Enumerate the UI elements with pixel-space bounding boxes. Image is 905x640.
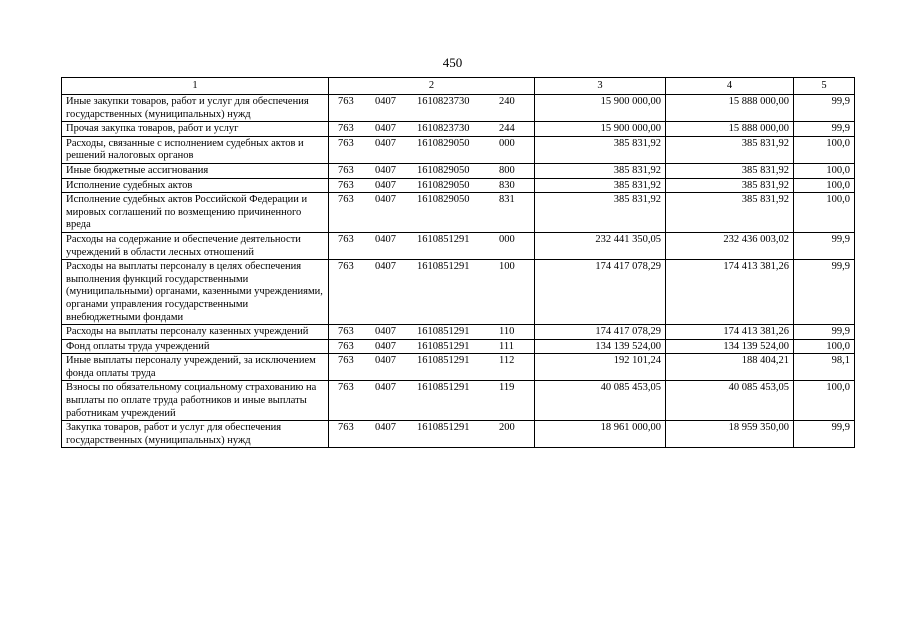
row-fact: 174 413 381,26	[666, 260, 794, 325]
row-name: Расходы, связанные с исполнением судебных актов и решений налоговых органов	[62, 136, 329, 163]
code-ved: 763	[338, 326, 354, 338]
row-plan: 174 417 078,29	[535, 325, 666, 340]
row-plan: 174 417 078,29	[535, 260, 666, 325]
row-percent: 100,0	[794, 178, 855, 193]
table-row	[62, 260, 855, 325]
code-target: 1610851291	[417, 422, 470, 434]
row-codes	[329, 354, 535, 381]
row-codes	[329, 122, 535, 137]
header-col-1: 1	[62, 78, 329, 95]
row-plan: 232 441 350,05	[535, 232, 666, 259]
row-name: Исполнение судебных актов Российской Федерации и мировых соглашений по возмещению причиненного вреда	[62, 193, 329, 233]
row-plan: 15 900 000,00	[535, 95, 666, 122]
header-row	[62, 78, 855, 95]
budget-table	[61, 77, 855, 448]
code-ved: 763	[338, 233, 354, 245]
row-fact: 40 085 453,05	[666, 381, 794, 421]
row-percent: 99,9	[794, 95, 855, 122]
row-fact: 134 139 524,00	[666, 339, 794, 354]
code-section: 0407	[375, 261, 396, 273]
row-name: Закупка товаров, работ и услуг для обеспечения государственных (муниципальных) нужд	[62, 421, 329, 448]
row-codes	[329, 232, 535, 259]
code-expense-type: 000	[499, 233, 515, 245]
table-row	[62, 178, 855, 193]
row-name: Иные бюджетные ассигнования	[62, 163, 329, 178]
code-ved: 763	[338, 96, 354, 107]
code-ved: 763	[338, 137, 354, 149]
row-name: Иные выплаты персоналу учреждений, за исключением фонда оплаты труда	[62, 354, 329, 381]
code-target: 1610851291	[417, 382, 470, 394]
row-codes	[329, 178, 535, 193]
table-row	[62, 381, 855, 421]
row-fact: 18 959 350,00	[666, 421, 794, 448]
row-name: Взносы по обязательному социальному страхованию на выплаты по оплате труда работников и иные выплаты работникам учреждений	[62, 381, 329, 421]
row-name: Расходы на содержание и обеспечение деятельности учреждений в области лесных отношений	[62, 232, 329, 259]
row-percent: 100,0	[794, 193, 855, 233]
code-ved: 763	[338, 382, 354, 394]
row-plan: 15 900 000,00	[535, 122, 666, 137]
row-percent: 100,0	[794, 339, 855, 354]
code-expense-type: 100	[499, 261, 515, 273]
code-target: 1610851291	[417, 340, 470, 352]
row-codes	[329, 381, 535, 421]
row-fact: 385 831,92	[666, 136, 794, 163]
header-col-3: 3	[535, 78, 666, 95]
code-section: 0407	[375, 422, 396, 434]
header-col-5: 5	[794, 78, 855, 95]
code-section: 0407	[375, 137, 396, 149]
row-fact: 385 831,92	[666, 163, 794, 178]
row-plan: 385 831,92	[535, 163, 666, 178]
code-expense-type: 244	[499, 123, 515, 135]
code-target: 1610823730	[417, 96, 470, 107]
table-row	[62, 421, 855, 448]
row-percent: 99,9	[794, 325, 855, 340]
code-expense-type: 110	[499, 326, 515, 338]
code-section: 0407	[375, 326, 396, 338]
table-row	[62, 354, 855, 381]
row-fact: 174 413 381,26	[666, 325, 794, 340]
code-expense-type: 200	[499, 422, 515, 434]
header-col-4: 4	[666, 78, 794, 95]
code-ved: 763	[338, 340, 354, 352]
code-target: 1610829050	[417, 179, 470, 191]
row-plan: 40 085 453,05	[535, 381, 666, 421]
table-row	[62, 193, 855, 233]
row-percent: 99,9	[794, 421, 855, 448]
row-percent: 99,9	[794, 122, 855, 137]
row-percent: 99,9	[794, 260, 855, 325]
row-fact: 15 888 000,00	[666, 122, 794, 137]
row-fact: 385 831,92	[666, 193, 794, 233]
row-percent: 100,0	[794, 163, 855, 178]
code-expense-type: 000	[499, 137, 515, 149]
row-name: Иные закупки товаров, работ и услуг для обеспечения государственных (муниципальных) нужд	[62, 95, 329, 122]
code-target: 1610851291	[417, 355, 470, 367]
table-row	[62, 163, 855, 178]
row-plan: 385 831,92	[535, 193, 666, 233]
code-section: 0407	[375, 179, 396, 191]
table-row	[62, 122, 855, 137]
row-fact: 385 831,92	[666, 178, 794, 193]
row-codes	[329, 421, 535, 448]
row-codes	[329, 163, 535, 178]
row-plan: 192 101,24	[535, 354, 666, 381]
table-row	[62, 325, 855, 340]
row-name: Исполнение судебных актов	[62, 178, 329, 193]
row-codes	[329, 193, 535, 233]
table-row	[62, 136, 855, 163]
row-plan: 385 831,92	[535, 136, 666, 163]
row-fact: 232 436 003,02	[666, 232, 794, 259]
row-name: Фонд оплаты труда учреждений	[62, 339, 329, 354]
row-name: Расходы на выплаты персоналу казенных учреждений	[62, 325, 329, 340]
table-row	[62, 95, 855, 122]
row-percent: 100,0	[794, 136, 855, 163]
code-target: 1610851291	[417, 261, 470, 273]
code-expense-type: 240	[499, 96, 515, 107]
code-target: 1610829050	[417, 194, 470, 206]
code-target: 1610851291	[417, 326, 470, 338]
code-expense-type: 800	[499, 164, 515, 176]
code-section: 0407	[375, 194, 396, 206]
code-ved: 763	[338, 164, 354, 176]
row-fact: 188 404,21	[666, 354, 794, 381]
code-expense-type: 830	[499, 179, 515, 191]
code-target: 1610823730	[417, 123, 470, 135]
row-plan: 385 831,92	[535, 178, 666, 193]
code-section: 0407	[375, 123, 396, 135]
page-number: 450	[442, 55, 463, 70]
code-section: 0407	[375, 382, 396, 394]
row-codes	[329, 260, 535, 325]
code-expense-type: 111	[499, 340, 514, 352]
row-fact: 15 888 000,00	[666, 95, 794, 122]
code-ved: 763	[338, 355, 354, 367]
code-section: 0407	[375, 233, 396, 245]
row-codes	[329, 325, 535, 340]
code-ved: 763	[338, 194, 354, 206]
code-section: 0407	[375, 96, 396, 107]
row-percent: 98,1	[794, 354, 855, 381]
row-codes	[329, 339, 535, 354]
code-ved: 763	[338, 123, 354, 135]
code-ved: 763	[338, 179, 354, 191]
code-target: 1610829050	[417, 137, 470, 149]
code-expense-type: 112	[499, 355, 515, 367]
code-expense-type: 831	[499, 194, 515, 206]
row-plan: 134 139 524,00	[535, 339, 666, 354]
code-ved: 763	[338, 261, 354, 273]
row-percent: 100,0	[794, 381, 855, 421]
table-row	[62, 232, 855, 259]
row-name: Расходы на выплаты персоналу в целях обеспечения выполнения функций государственными (муниципальными) органами, казенными учреждениями, органами управления государственными внебюджетными фондами	[62, 260, 329, 325]
row-codes	[329, 95, 535, 122]
code-section: 0407	[375, 164, 396, 176]
code-target: 1610851291	[417, 233, 470, 245]
header-col-2: 2	[329, 78, 535, 95]
table-row	[62, 339, 855, 354]
code-target: 1610829050	[417, 164, 470, 176]
row-percent: 99,9	[794, 232, 855, 259]
row-name: Прочая закупка товаров, работ и услуг	[62, 122, 329, 137]
code-section: 0407	[375, 355, 396, 367]
code-expense-type: 119	[499, 382, 515, 394]
row-plan: 18 961 000,00	[535, 421, 666, 448]
code-section: 0407	[375, 340, 396, 352]
row-codes	[329, 136, 535, 163]
code-ved: 763	[338, 422, 354, 434]
